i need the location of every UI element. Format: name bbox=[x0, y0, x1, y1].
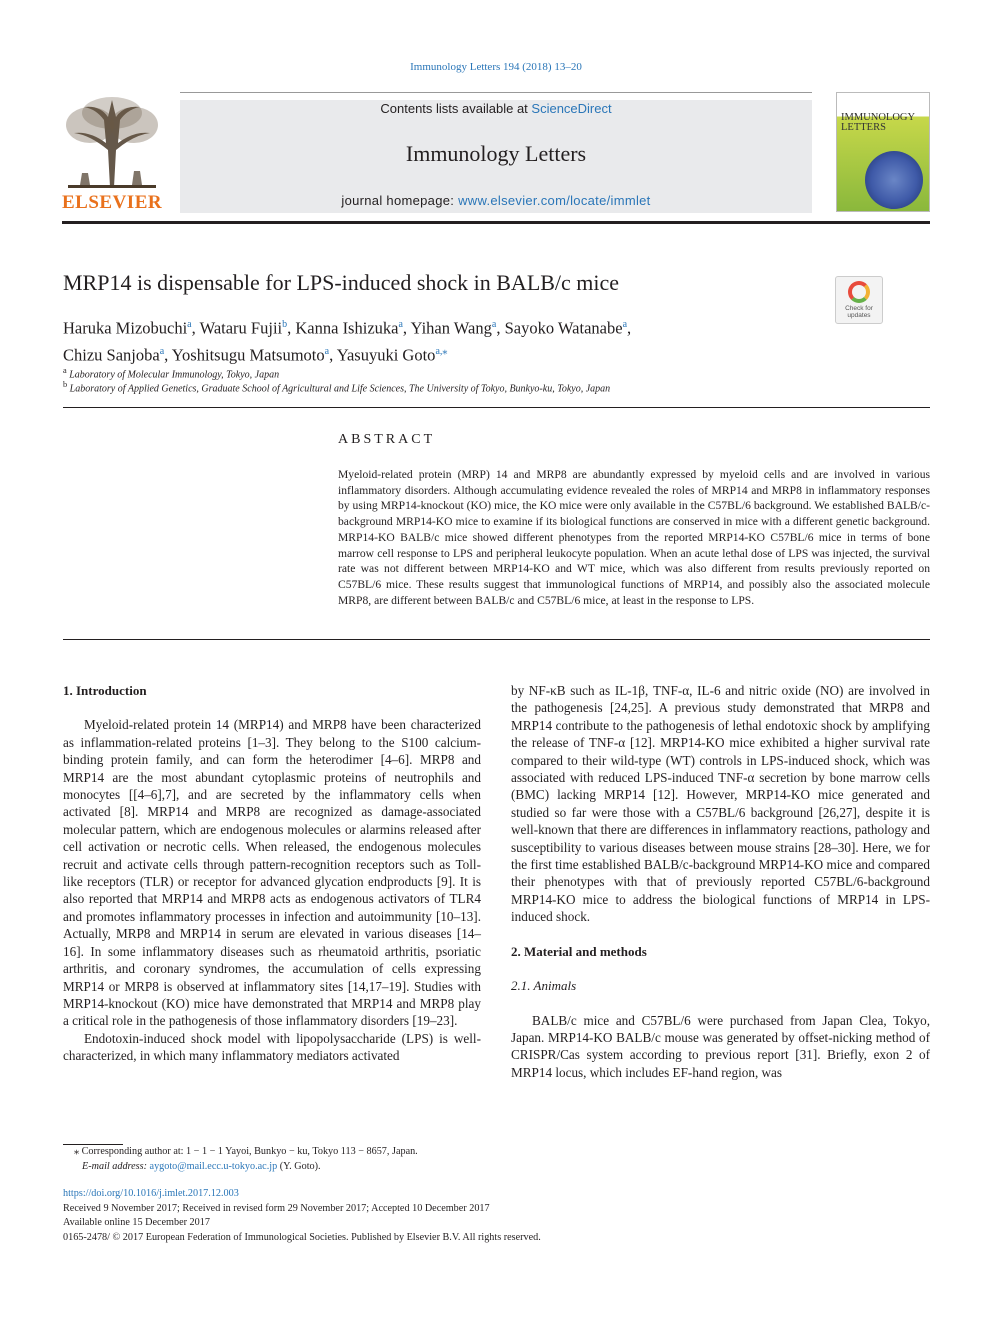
elsevier-wordmark: ELSEVIER bbox=[62, 192, 163, 213]
author-name[interactable]: Kanna Ishizuka bbox=[295, 318, 399, 338]
body-left-column bbox=[63, 682, 481, 1065]
journal-name: Immunology Letters bbox=[405, 141, 587, 166]
header-divider bbox=[62, 221, 930, 224]
author-name[interactable]: Wataru Fujii bbox=[199, 318, 283, 338]
contents-availability: Contents lists available at ScienceDirect bbox=[380, 101, 612, 116]
paragraph: Endotoxin-induced shock model with lipopolysaccharide (LPS) is well-characterized, in which many inflammatory mediators activated bbox=[63, 1030, 481, 1064]
header-top-rule bbox=[180, 92, 812, 93]
affiliation-b: $^b$ Laboratory of Applied Genetics, Graduate School of Agricultural and Life Sciences, The University of Tokyo, Bunkyo-ku, Tokyo, Japan bbox=[63, 380, 611, 395]
abstract-top-rule bbox=[63, 407, 930, 408]
journal-cover-thumbnail[interactable] bbox=[836, 92, 930, 212]
paragraph: BALB/c mice and C57BL/6 were purchased from Japan Clea, Tokyo, Japan. MRP14-KO BALB/c mouse was generated by offset-nicking method of CRISPR/Cas system according to previous report [31]. Briefly, exon 2 of MRP14 locus, which includes EF-hand region, was bbox=[511, 1012, 930, 1080]
author-name[interactable]: Chizu Sanjoba bbox=[63, 345, 160, 364]
section-heading: 1. Introduction bbox=[63, 683, 147, 698]
abstract-bottom-rule bbox=[63, 639, 930, 640]
author-name[interactable]: Sayoko Watanabe bbox=[504, 318, 623, 338]
cover-title: IMMUNOLOGY LETTERS bbox=[841, 112, 916, 133]
abstract-heading: ABSTRACT bbox=[338, 432, 436, 447]
available-online-date: Available online 15 December 2017 bbox=[63, 1217, 210, 1228]
doi-link[interactable]: https://doi.org/10.1016/j.imlet.2017.12.003 bbox=[63, 1188, 239, 1199]
corresponding-author-note: ⁎ Corresponding author at: 1 − 1 − 1 Yayoi, Bunkyo − ku, Tokyo 113 − 8657, Japan. bbox=[74, 1146, 418, 1157]
paragraph: Myeloid-related protein 14 (MRP14) and MRP8 have been characterized as inflammation-related proteins [1–3]. They belong to the S100 calcium-binding protein family, and can form the heterodimer [4–6]. MRP8 and MRP14 are the most abundant cytoplasmic proteins of neutrophils and monocytes [[4–6],7], and are secreted by the inflammatory cells when activated [8]. MRP14 and MRP8 are recognized as damage-associated molecular pattern, which are endogenous molecules or alarmins released after cell activation or necrotic cells. When released, the endogenous molecules recruit and activate cells through pattern-recognition receptors such as Toll-like receptors (TLR) or receptor for advanced glycation endproducts [9]. It is also reported that MRP14 and MRP8 acts as endogenous activators of TLR4 and promotes inflammatory processes in infection and autoimmunity [10–13]. Actually, MRP8 and MRP14 in serum are elevated in various diseases [14–16]. In some inflammatory diseases such as rheumatoid arthritis, psoriatic arthritis, and coronary syndromes, the accumulation of cells expressing MRP14 or MRP8 is observed at inflammatory sites [14,17–19]. Studies with MRP14-knockout (KO) mice have demonstrated that MRP14 and MRP8 play a critical role in the pathogenesis of those inflammatory disorders [19–23]. bbox=[63, 717, 481, 1029]
cover-graphic bbox=[865, 151, 923, 209]
journal-citation[interactable]: Immunology Letters 194 (2018) 13–20 bbox=[410, 61, 582, 73]
paragraph: by NF-κB such as IL-1β, TNF-α, IL-6 and nitric oxide (NO) are involved in the pathogenesis [24,25]. A previous study demonstrated that MRP8 and MRP14 contribute to the pathogenesis of lethal endotoxic shock by amplifying the release of TNF-α [12]. MRP14-KO mice exhibited a higher survival rate compared to their wild-type (WT) controls in LPS-induced shock, which was associated with reduced LPS-induced TNF-α secretion by bone marrow cells (BMC) lacking MRP14 [12]. However, MRP14-KO mice generated and studied so far were those with a C57BL/6 background [26,27], despite it is well-known that there are differences in inflammatory reactions, pathology and susceptibility to various diseases between mouse strains [28–30]. Here, we for the first time established BALB/c-background MRP14-KO mice and compared their phenotypes with that of previously reported C57BL/6-background MRP14-KO mice to address the biological functions of MRP14 in LPS-induced shock. bbox=[511, 683, 930, 925]
author-name[interactable]: Yihan Wang bbox=[410, 318, 492, 338]
received-dates: Received 9 November 2017; Received in revised form 29 November 2017; Accepted 10 December 2017 bbox=[63, 1203, 490, 1214]
sciencedirect-link[interactable]: ScienceDirect bbox=[531, 101, 612, 116]
check-for-updates-button[interactable]: Check for updates bbox=[835, 276, 883, 324]
email-link[interactable]: aygoto@mail.ecc.u-tokyo.ac.jp bbox=[149, 1161, 278, 1172]
abstract-text: Myeloid-related protein (MRP) 14 and MRP8 are abundantly expressed by myeloid cells and are involved in various inflammatory disorders. Although accumulating evidence revealed the roles of MRP14 and MRP8 in inflammatory responses by using MRP14-knockout (KO) mice, the KO mice were only available in the C57BL/6 background. We established BALB/c-background MRP14-KO mice to examine if its biological functions are conserved in mice with a different genetic background. MRP14-KO BALB/c mice showed different phenotypes from the reported MRP14-KO C57BL/6 mice in terms of bone marrow cell response to LPS and peripheral leukocyte population. When an acute lethal dose of LPS was injected, the survival rate was not different between MRP14-KO and WT mice, which was also different from results previously reported on C57BL/6 mice. These results suggest that immunological functions of MRP14, and possibly also the associated molecule MRP8, are different between BALB/c and C57BL/6 mice, at least in the response to LPS. bbox=[338, 468, 930, 607]
author-list: Haruka Mizobuchi$^a$, Wataru Fujii$^b$, Kanna Ishizuka$^a$, Yihan Wang$^a$, Sayoko Watanabe$^a$, Chizu Sanjoba$^a$, Yoshitsugu Matsumoto$^a$, Yasuyuki Goto$^{a,⁎}$ bbox=[63, 318, 632, 364]
body-right-column bbox=[511, 682, 930, 1081]
crossmark-icon bbox=[848, 281, 870, 303]
subsection-heading: 2.1. Animals bbox=[511, 978, 577, 994]
author-name[interactable]: Yoshitsugu Matsumoto bbox=[171, 345, 325, 364]
homepage-link[interactable]: www.elsevier.com/locate/immlet bbox=[458, 193, 651, 208]
email-note: E-mail address: aygoto@mail.ecc.u-tokyo.ac.jp (Y. Goto). bbox=[82, 1161, 321, 1172]
article-title: MRP14 is dispensable for LPS-induced shock in BALB/c mice bbox=[63, 270, 620, 295]
author-name[interactable]: Yasuyuki Goto bbox=[336, 345, 436, 364]
journal-homepage: journal homepage: www.elsevier.com/locate/immlet bbox=[341, 193, 651, 208]
affiliation-a: $^a$ Laboratory of Molecular Immunology, Tokyo, Japan bbox=[63, 366, 280, 381]
section-heading: 2. Material and methods bbox=[511, 943, 647, 959]
author-name[interactable]: Haruka Mizobuchi bbox=[63, 318, 188, 338]
copyright-notice: 0165-2478/ © 2017 European Federation of Immunological Societies. Published by Elsevier B.V. All rights reserved. bbox=[63, 1232, 541, 1243]
